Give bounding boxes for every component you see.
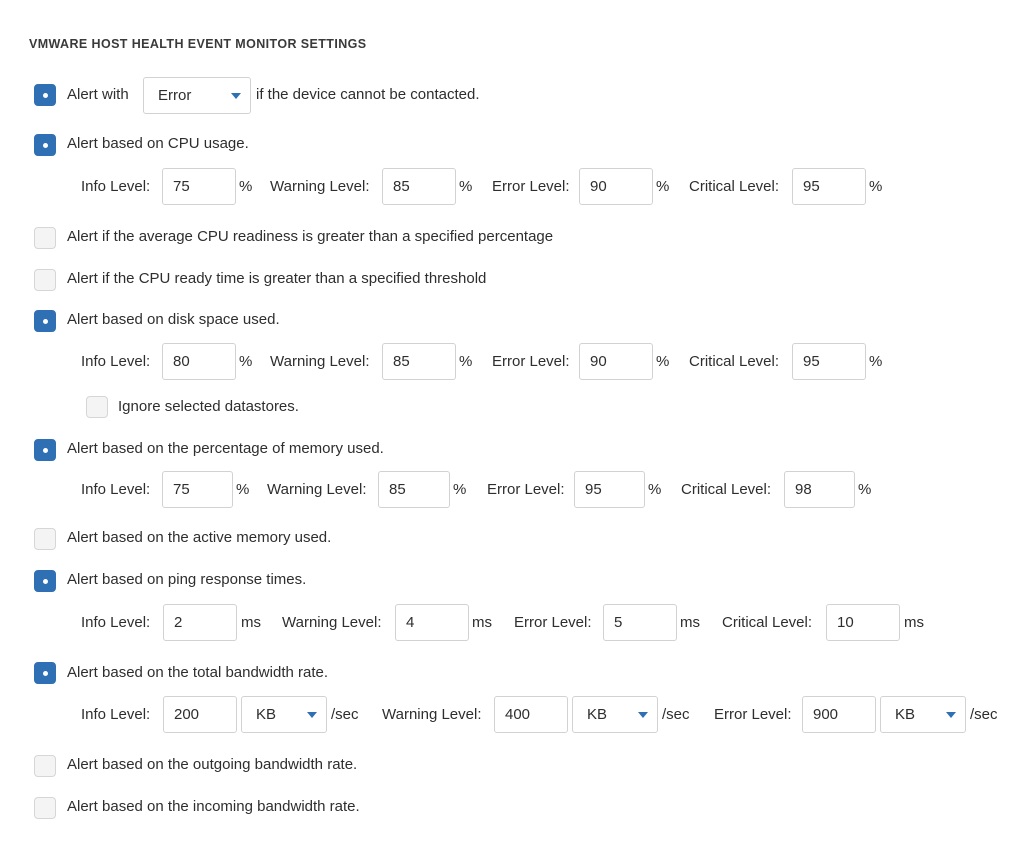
memory-warning-input[interactable] [378, 471, 450, 508]
memory-warning-label: Warning Level: [267, 481, 367, 498]
disk-info-input[interactable] [162, 343, 236, 380]
disk-warning-input[interactable] [382, 343, 456, 380]
ignore-datastores-label: Ignore selected datastores. [118, 398, 299, 415]
ignore-datastores-checkbox[interactable] [86, 396, 108, 418]
bandwidth-info-input[interactable] [163, 696, 237, 733]
bandwidth-error-unit-select[interactable] [880, 696, 966, 733]
bandwidth-alert-label: Alert based on the total bandwidth rate. [67, 664, 329, 681]
bandwidth-warning-input[interactable] [494, 696, 568, 733]
checkbox-dot-icon [43, 671, 48, 676]
chevron-down-icon [638, 712, 648, 718]
chevron-down-icon [307, 712, 317, 718]
cpu-error-unit: % [656, 178, 670, 195]
disk-critical-unit: % [869, 353, 883, 370]
ping-alert-label: Alert based on ping response times. [67, 571, 307, 588]
memory-alert-label: Alert based on the percentage of memory used. [67, 440, 384, 457]
memory-critical-label: Critical Level: [681, 481, 772, 498]
cpu-critical-input[interactable] [792, 168, 866, 205]
bandwidth-info-unit-value: KB [256, 706, 277, 723]
contact-alert-suffix: if the device cannot be contacted. [256, 86, 480, 103]
cpu-critical-unit: % [869, 178, 883, 195]
bandwidth-alert-checkbox[interactable] [34, 662, 56, 684]
ping-critical-unit: ms [904, 614, 924, 631]
ping-error-label: Error Level: [514, 614, 592, 631]
bandwidth-warning-per: /sec [662, 706, 690, 723]
bandwidth-warning-unit-value: KB [587, 706, 608, 723]
contact-alert-prefix: Alert with [67, 86, 129, 103]
cpu-info-input[interactable] [162, 168, 236, 205]
bandwidth-warning-unit-select[interactable] [572, 696, 658, 733]
chevron-down-icon [946, 712, 956, 718]
bandwidth-error-per: /sec [970, 706, 998, 723]
ping-error-unit: ms [680, 614, 700, 631]
contact-alert-checkbox[interactable] [34, 84, 56, 106]
cpu-critical-label: Critical Level: [689, 178, 780, 195]
checkbox-dot-icon [43, 319, 48, 324]
cpu-readiness-label: Alert if the average CPU readiness is greater than a specified percentage [67, 228, 554, 245]
disk-error-input[interactable] [579, 343, 653, 380]
memory-alert-checkbox[interactable] [34, 439, 56, 461]
ping-warning-unit: ms [472, 614, 492, 631]
disk-error-unit: % [656, 353, 670, 370]
checkbox-dot-icon [43, 448, 48, 453]
memory-info-label: Info Level: [81, 481, 151, 498]
cpu-ready-time-label: Alert if the CPU ready time is greater than a specified threshold [67, 270, 487, 287]
disk-critical-label: Critical Level: [689, 353, 780, 370]
contact-severity-value: Error [158, 87, 192, 104]
ping-warning-input[interactable] [395, 604, 469, 641]
ping-info-label: Info Level: [81, 614, 151, 631]
cpu-warning-unit: % [459, 178, 473, 195]
ping-critical-label: Critical Level: [722, 614, 813, 631]
contact-severity-select[interactable] [143, 77, 251, 114]
disk-alert-checkbox[interactable] [34, 310, 56, 332]
chevron-down-icon [231, 93, 241, 99]
bandwidth-info-per: /sec [331, 706, 359, 723]
disk-alert-label: Alert based on disk space used. [67, 311, 280, 328]
memory-info-unit: % [236, 481, 250, 498]
disk-warning-unit: % [459, 353, 473, 370]
disk-critical-input[interactable] [792, 343, 866, 380]
cpu-warning-input[interactable] [382, 168, 456, 205]
memory-warning-unit: % [453, 481, 467, 498]
ping-critical-input[interactable] [826, 604, 900, 641]
disk-info-unit: % [239, 353, 253, 370]
cpu-readiness-checkbox[interactable] [34, 227, 56, 249]
section-title: VMWARE HOST HEALTH EVENT MONITOR SETTINGS [29, 37, 367, 51]
cpu-info-unit: % [239, 178, 253, 195]
incoming-bandwidth-checkbox[interactable] [34, 797, 56, 819]
memory-critical-input[interactable] [784, 471, 855, 508]
checkbox-dot-icon [43, 143, 48, 148]
cpu-ready-time-checkbox[interactable] [34, 269, 56, 291]
active-memory-checkbox[interactable] [34, 528, 56, 550]
bandwidth-warning-label: Warning Level: [382, 706, 482, 723]
cpu-error-input[interactable] [579, 168, 653, 205]
cpu-warning-label: Warning Level: [270, 178, 370, 195]
bandwidth-error-unit-value: KB [895, 706, 916, 723]
memory-error-unit: % [648, 481, 662, 498]
outgoing-bandwidth-checkbox[interactable] [34, 755, 56, 777]
checkbox-dot-icon [43, 93, 48, 98]
memory-critical-unit: % [858, 481, 872, 498]
checkbox-dot-icon [43, 579, 48, 584]
memory-info-input[interactable] [162, 471, 233, 508]
disk-info-label: Info Level: [81, 353, 151, 370]
ping-info-input[interactable] [163, 604, 237, 641]
cpu-alert-checkbox[interactable] [34, 134, 56, 156]
bandwidth-error-input[interactable] [802, 696, 876, 733]
disk-error-label: Error Level: [492, 353, 570, 370]
memory-error-input[interactable] [574, 471, 645, 508]
active-memory-label: Alert based on the active memory used. [67, 529, 332, 546]
bandwidth-error-label: Error Level: [714, 706, 792, 723]
cpu-info-label: Info Level: [81, 178, 151, 195]
outgoing-bandwidth-label: Alert based on the outgoing bandwidth rate. [67, 756, 358, 773]
cpu-error-label: Error Level: [492, 178, 570, 195]
ping-alert-checkbox[interactable] [34, 570, 56, 592]
disk-warning-label: Warning Level: [270, 353, 370, 370]
ping-error-input[interactable] [603, 604, 677, 641]
bandwidth-info-label: Info Level: [81, 706, 151, 723]
incoming-bandwidth-label: Alert based on the incoming bandwidth rate. [67, 798, 360, 815]
ping-warning-label: Warning Level: [282, 614, 382, 631]
cpu-alert-label: Alert based on CPU usage. [67, 135, 249, 152]
bandwidth-info-unit-select[interactable] [241, 696, 327, 733]
memory-error-label: Error Level: [487, 481, 565, 498]
ping-info-unit: ms [241, 614, 261, 631]
